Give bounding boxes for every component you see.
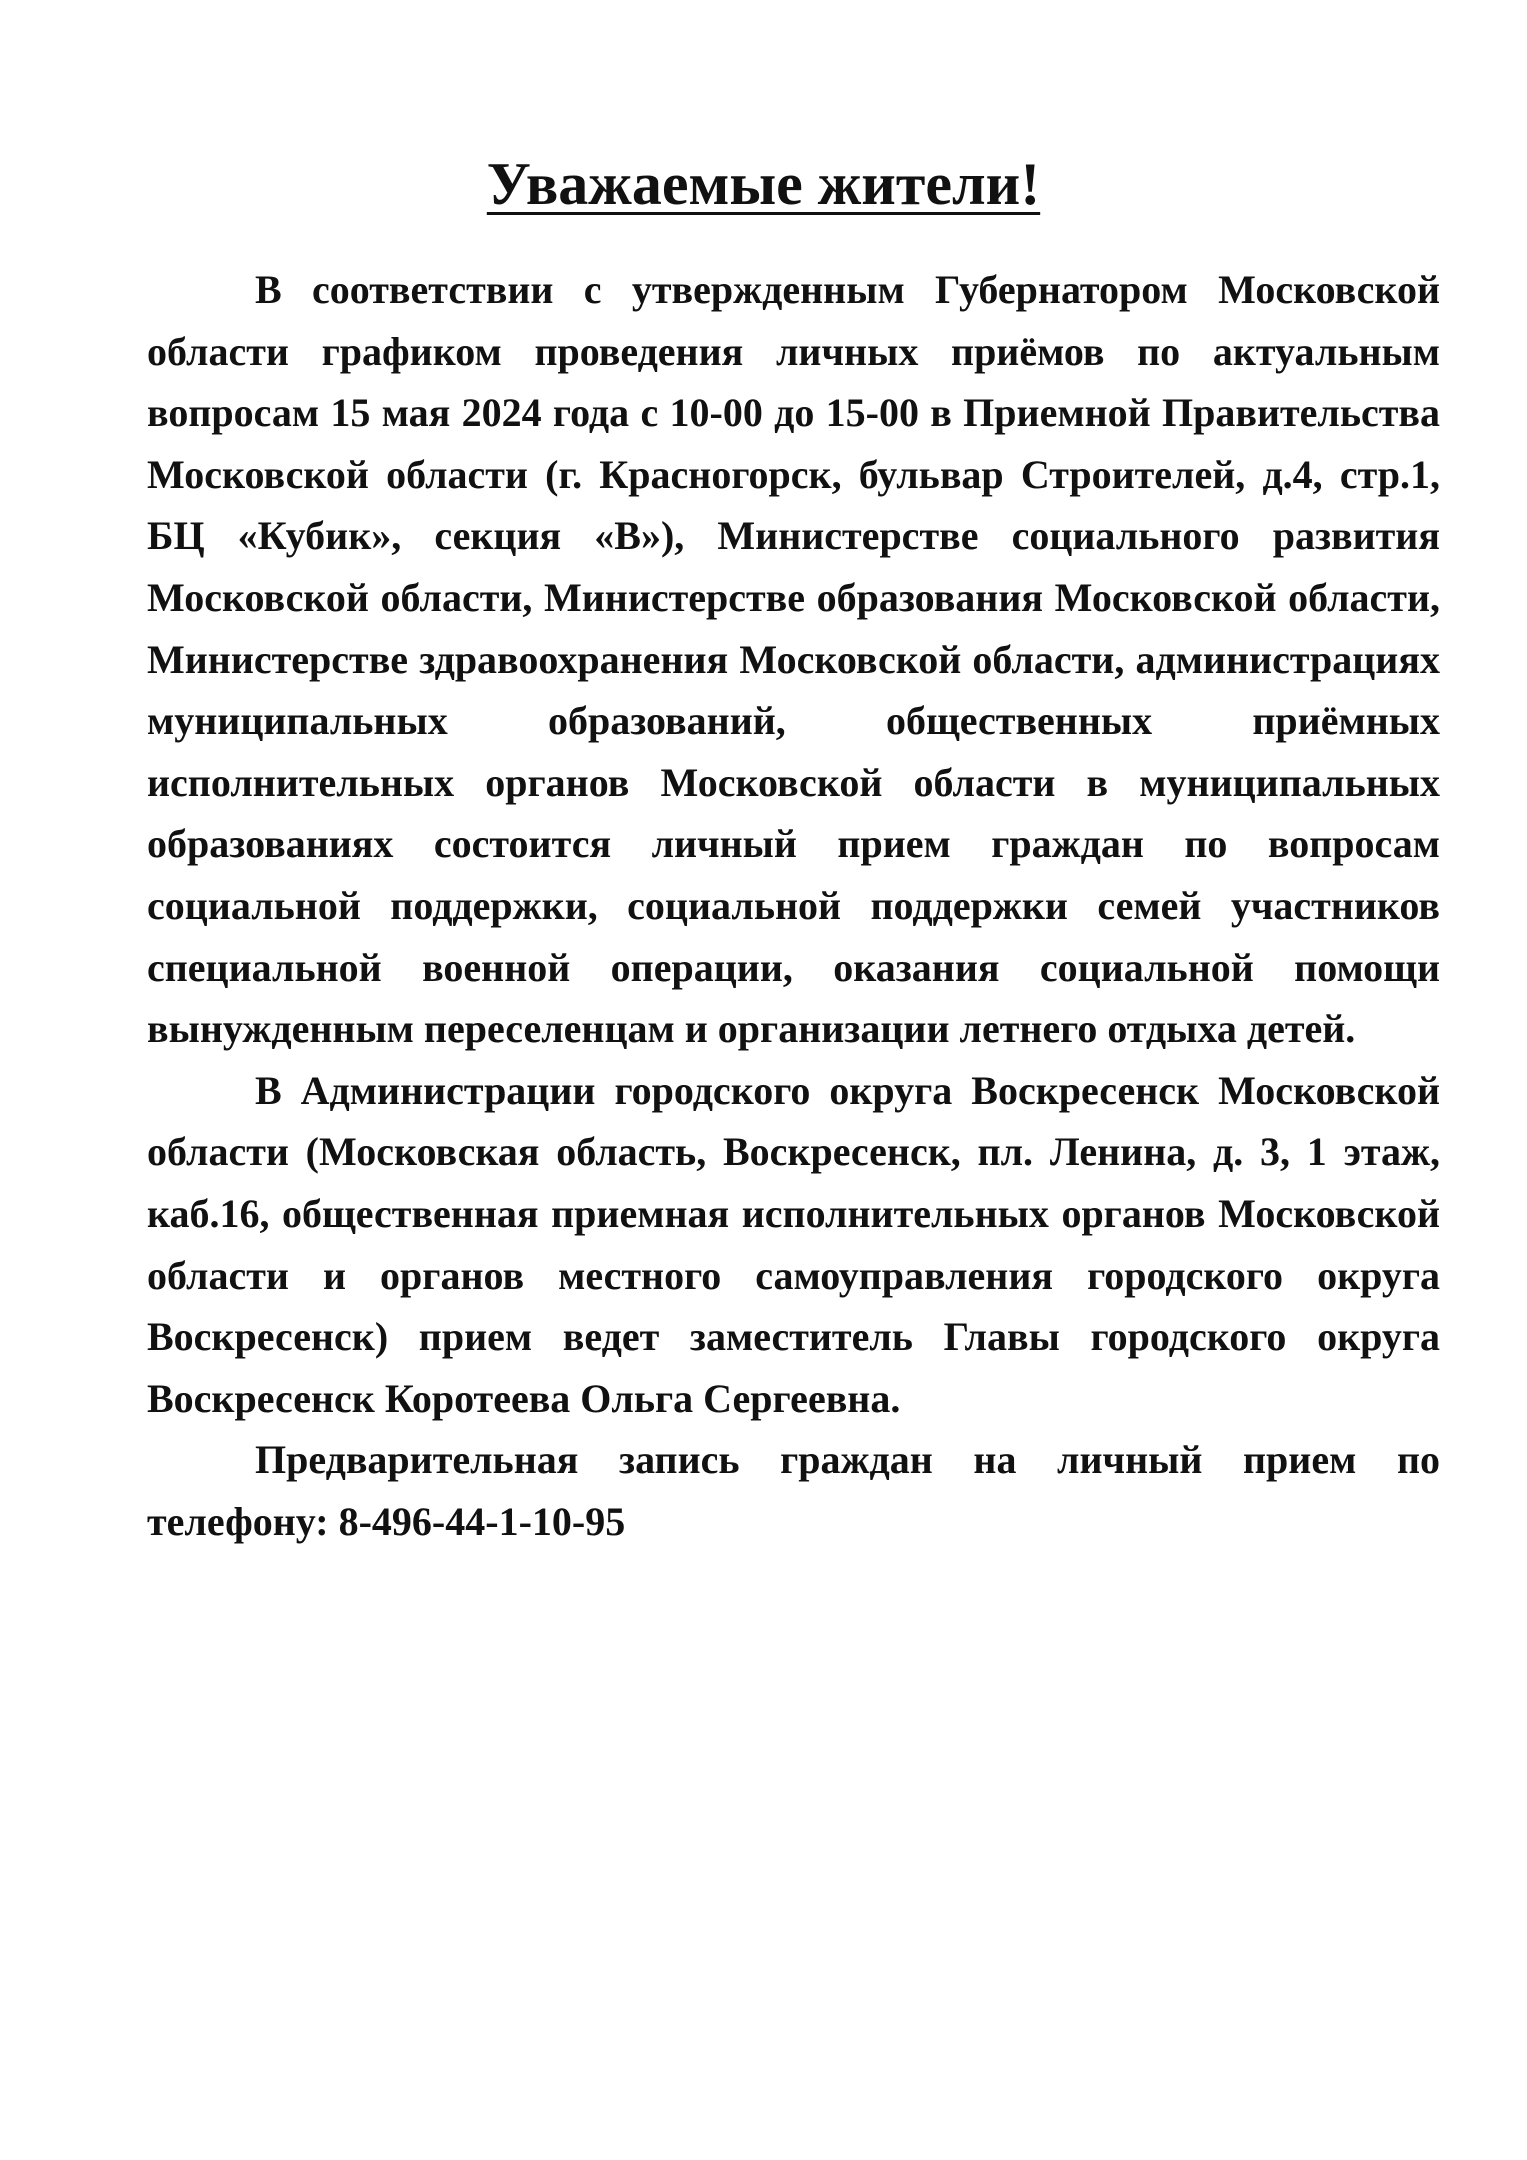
paragraph-phone-booking: Предварительная запись граждан на личный прием по телефону: 8-496-44-1-10-95 (147, 1437, 1440, 1544)
document-title: Уважаемые жители! (486, 151, 1041, 217)
paragraph-schedule: В соответствии с утвержденным Губернатором Московской области графиком проведения личных приёмов по актуальным вопросам 15 мая 2024 года с 10-00 до 15-00 в Приемной Правительства Московской области (г. Красногорск, бульвар Строителей, д.4, стр.1, БЦ «Кубик», секция «В»), Министерстве социального развития Московской области, Министерстве образования Московской области, Министерстве здравоохранения Московской области, администрациях муниципальных образований, общественных приёмных исполнительных органов Московской области в муниципальных образованиях состоится личный прием граждан по вопросам социальной поддержки, социальной поддержки семей участников специальной военной операции, оказания социальной помощи вынужденным переселенцам и организации летнего отдыха детей. (147, 267, 1440, 1052)
paragraph-voskresensk-reception: В Администрации городского округа Воскресенск Московской области (Московская область, Воскресенск, пл. Ленина, д. 3, 1 этаж, каб.16, общественная приемная исполнительных органов Московской области и органов местного самоуправления городского округа Воскресенск) прием ведет заместитель Главы городского округа Воскресенск Коротеева Ольга Сергеевна. (147, 1067, 1440, 1421)
document-body (147, 259, 1440, 1552)
